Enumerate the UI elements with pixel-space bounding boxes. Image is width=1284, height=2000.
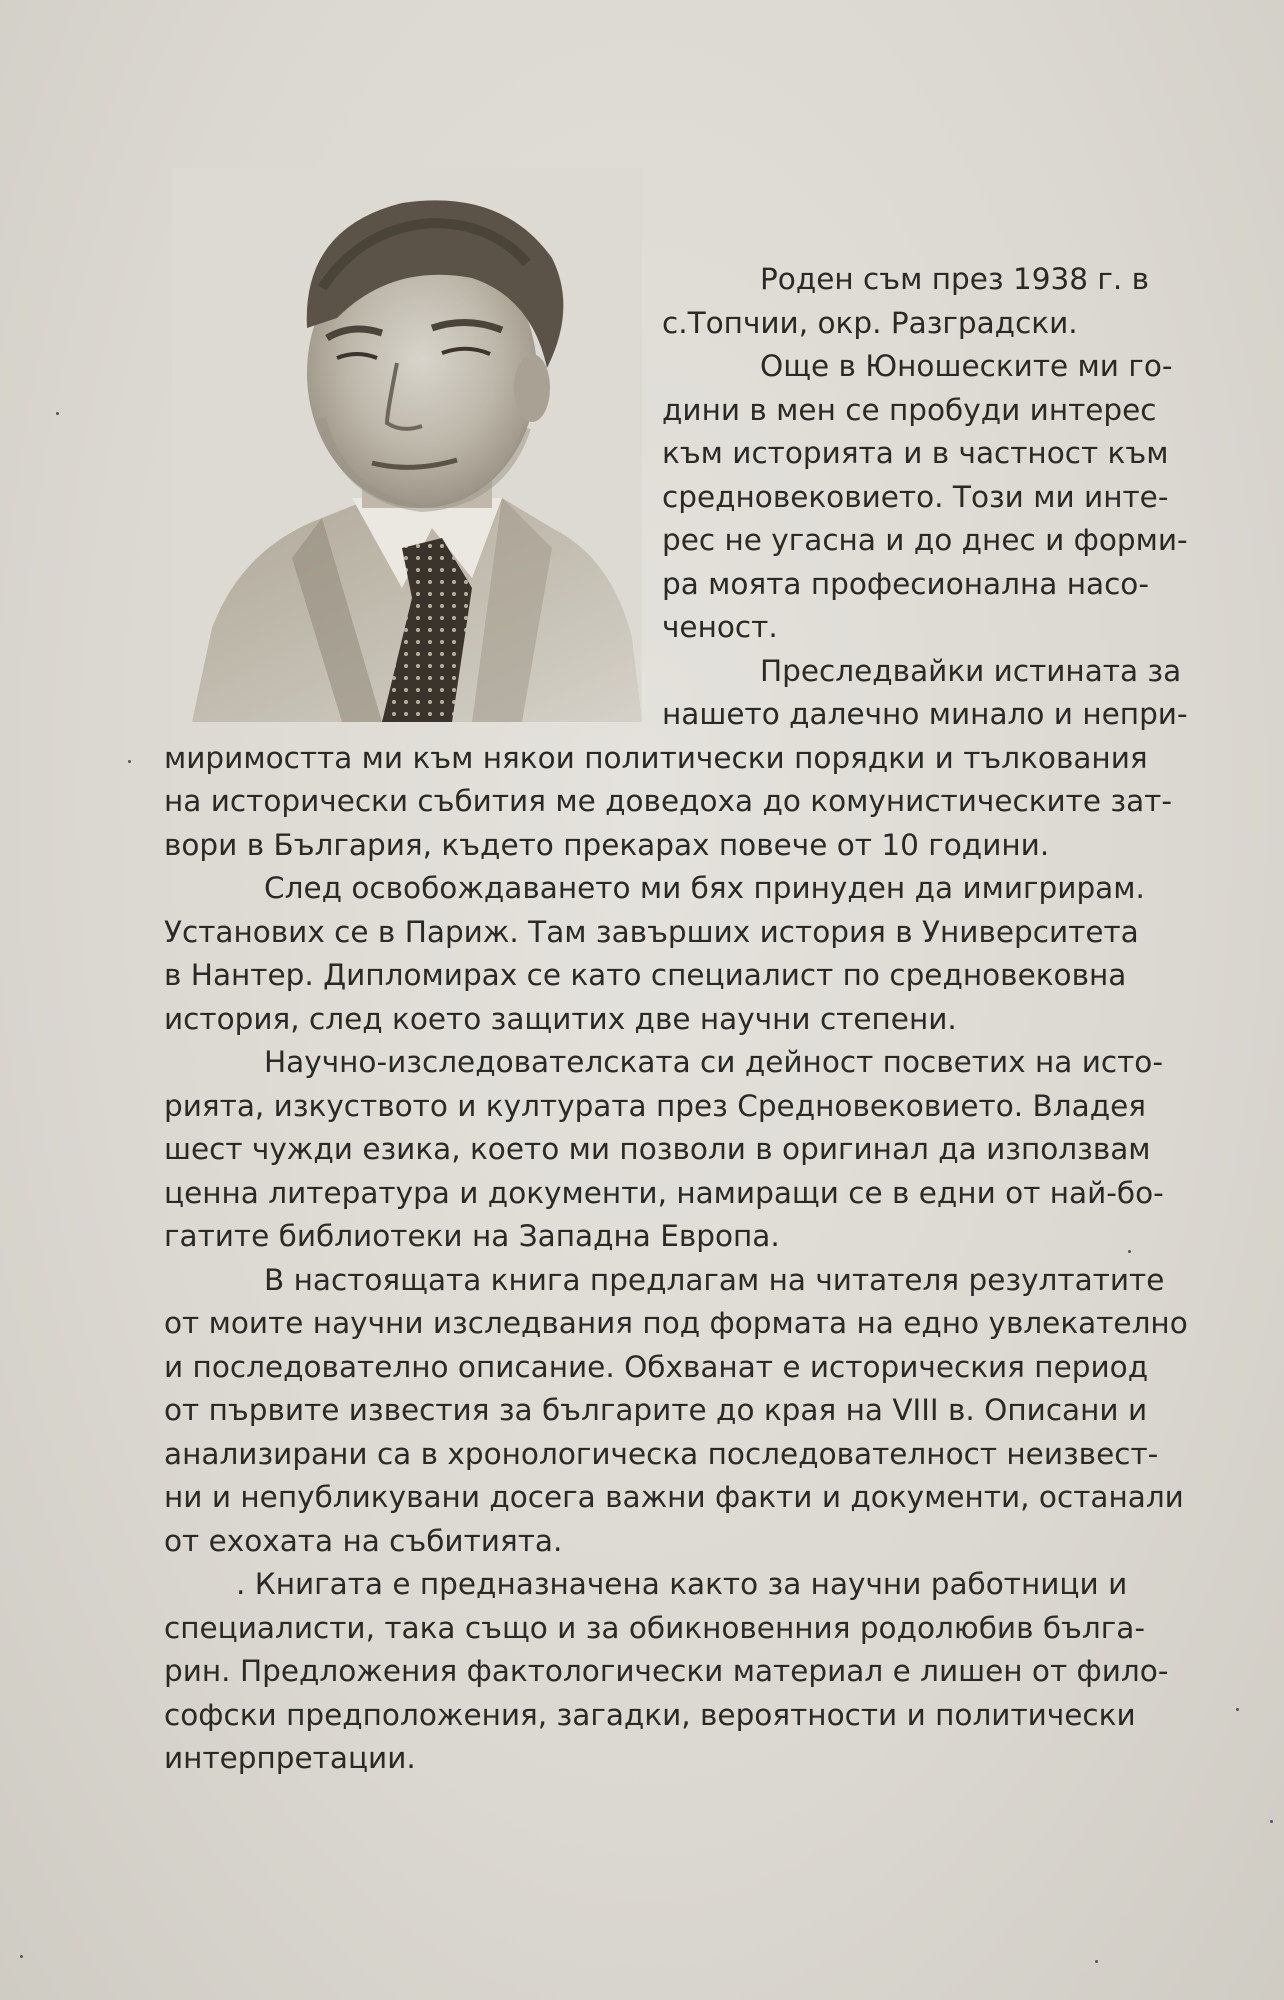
text-line: в Нантер. Дипломирах се като специалист по средновековна xyxy=(164,958,1127,992)
text-line: интерпретации. xyxy=(164,1741,416,1775)
text-line: от първите известия за българите до края на VIII в. Описани и xyxy=(164,1393,1148,1427)
text-line: ценна литература и документи, намиращи се в едни от най-бо- xyxy=(164,1175,1164,1210)
text-line: към историята и в частност към xyxy=(662,436,1169,470)
text-line: Още в Юношеските ми го- xyxy=(760,349,1173,383)
text-line: на исторически събития ме доведоха до комунистическите зат- xyxy=(164,784,1172,818)
text-line: вори в България, където прекарах повече от 10 години. xyxy=(164,827,1050,862)
text-line: анализирани са в хронологическа последователност неизвест- xyxy=(164,1436,1159,1471)
text-line: Установих се в Париж. Там завърших история в Университета xyxy=(164,914,1139,949)
paper-speck xyxy=(1270,1820,1273,1823)
paper-speck xyxy=(20,1955,23,1958)
text-line: . Книгата е предназначена както за научни работници и xyxy=(236,1567,1128,1601)
text-line: Преследвайки истината за xyxy=(760,653,1182,688)
text-line: история, след което защитих две научни степени. xyxy=(164,1001,957,1036)
text-line: След освобождаването ми бях принуден да имигрирам. xyxy=(264,871,1145,905)
text-line: ни и непубликувани досега важни факти и документи, останали xyxy=(164,1480,1184,1514)
text-line: нашето далечно минало и непри- xyxy=(662,697,1188,731)
text-line: ра моята професионална насо- xyxy=(662,566,1149,601)
text-line: и последователно описание. Обхванат е историческия период xyxy=(164,1349,1149,1384)
text-line: рията, изкуството и културата през Средновековието. Владея xyxy=(164,1088,1146,1123)
text-line: рин. Предложения фактологически материал е лишен от фило- xyxy=(164,1654,1169,1688)
text-line: от моите научни изследвания под формата на едно увлекателно xyxy=(164,1306,1188,1340)
text-line: софски предположения, загадки, вероятности и политически xyxy=(164,1697,1136,1732)
biography-text xyxy=(164,258,1194,1781)
text-line: В настоящата книга предлагам на читателя резултатите xyxy=(264,1262,1165,1297)
text-line: рес не угасна и до днес и форми- xyxy=(662,523,1188,557)
text-line: специалисти, така също и за обикновенния родолюбив бълга- xyxy=(164,1610,1145,1645)
text-line: Роден съм през 1938 г. в xyxy=(760,262,1150,296)
paper-speck xyxy=(56,412,59,415)
paper-speck xyxy=(128,760,131,763)
paper-speck xyxy=(1095,1960,1098,1963)
text-line: от ехохата на събитията. xyxy=(164,1523,563,1558)
text-line: средновековието. Този ми инте- xyxy=(662,479,1169,514)
text-line: миримостта ми към някои политически порядки и тълкования xyxy=(164,740,1148,775)
text-line: шест чужди езика, което ми позволи в оригинал да използвам xyxy=(164,1132,1151,1166)
paper-speck xyxy=(1236,1708,1239,1711)
text-line: с.Топчии, окр. Разградски. xyxy=(662,305,1078,340)
text-line: Научно-изследователската си дейност посветих на исто- xyxy=(264,1045,1163,1079)
text-line: дини в мен се пробуди интерес xyxy=(662,392,1157,427)
paper-speck xyxy=(1128,1250,1131,1253)
text-line: гатите библиотеки на Западна Европа. xyxy=(164,1219,780,1253)
text-line: ченост. xyxy=(662,610,778,644)
